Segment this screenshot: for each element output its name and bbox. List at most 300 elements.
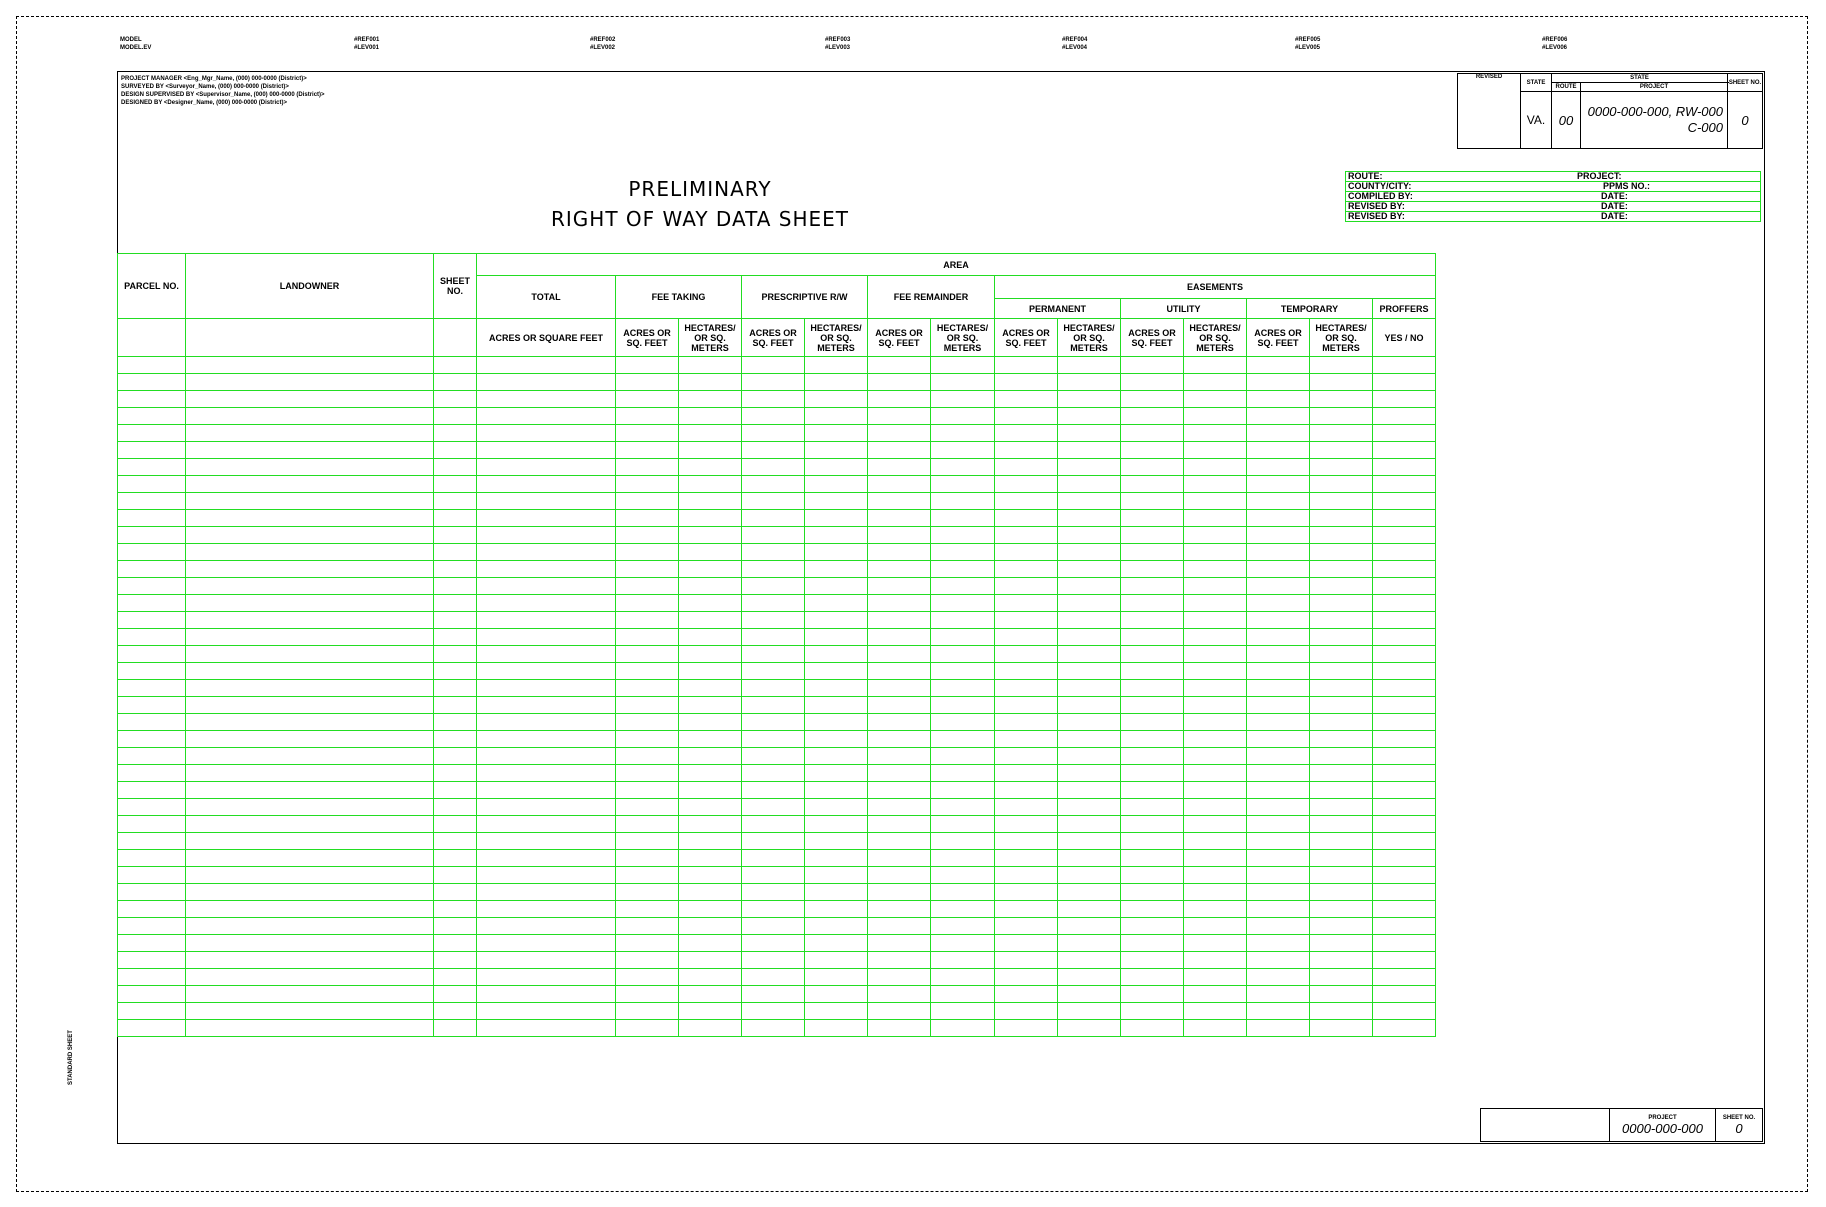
table-cell: [1247, 595, 1310, 612]
table-cell: [1310, 544, 1373, 561]
table-cell: [1058, 527, 1121, 544]
table-cell: [1184, 850, 1247, 867]
table-cell: [1121, 901, 1184, 918]
table-cell: [1121, 595, 1184, 612]
table-cell: [995, 357, 1058, 374]
table-cell: [118, 442, 186, 459]
table-cell: [1058, 595, 1121, 612]
table-cell: [1247, 476, 1310, 493]
table-cell: [868, 952, 931, 969]
table-cell: [434, 476, 477, 493]
table-cell: [868, 663, 931, 680]
table-cell: [477, 527, 616, 544]
table-cell: [742, 612, 805, 629]
table-cell: [742, 731, 805, 748]
table-cell: [868, 765, 931, 782]
table-cell: [1121, 731, 1184, 748]
table-cell: [1121, 459, 1184, 476]
table-cell: [1058, 884, 1121, 901]
table-cell: [931, 765, 995, 782]
table-cell: [1184, 782, 1247, 799]
table-cell: [995, 442, 1058, 459]
table-cell: [1121, 986, 1184, 1003]
table-cell: [1310, 357, 1373, 374]
table-cell: [805, 595, 868, 612]
table-cell: [477, 782, 616, 799]
unit-acres: ACRES OR SQ. FEET: [1121, 319, 1184, 357]
table-cell: [616, 697, 679, 714]
table-row: [118, 612, 1436, 629]
table-cell: [1121, 850, 1184, 867]
permanent-header: PERMANENT: [995, 299, 1121, 319]
table-cell: [477, 493, 616, 510]
table-cell: [679, 391, 742, 408]
table-cell: [1310, 969, 1373, 986]
table-cell: [477, 374, 616, 391]
table-cell: [1121, 799, 1184, 816]
table-cell: [1373, 867, 1436, 884]
table-cell: [1247, 748, 1310, 765]
table-cell: [434, 884, 477, 901]
table-cell: [1310, 952, 1373, 969]
table-cell: [1247, 561, 1310, 578]
table-cell: [434, 1003, 477, 1020]
table-cell: [1247, 833, 1310, 850]
table-cell: [186, 850, 434, 867]
table-cell: [118, 680, 186, 697]
table-cell: [118, 884, 186, 901]
table-cell: [1058, 969, 1121, 986]
unit-hectares: HECTARES/ OR SQ. METERS: [679, 319, 742, 357]
table-cell: [1121, 884, 1184, 901]
table-cell: [995, 884, 1058, 901]
table-cell: [1121, 867, 1184, 884]
table-cell: [616, 561, 679, 578]
table-cell: [1121, 748, 1184, 765]
table-row: [118, 578, 1436, 595]
table-cell: [1310, 731, 1373, 748]
table-cell: [931, 578, 995, 595]
table-cell: [995, 850, 1058, 867]
unit-acres: ACRES OR SQ. FEET: [1247, 319, 1310, 357]
table-cell: [868, 867, 931, 884]
table-cell: [434, 731, 477, 748]
table-cell: [1058, 357, 1121, 374]
table-cell: [868, 510, 931, 527]
table-cell: [805, 714, 868, 731]
table-cell: [679, 544, 742, 561]
table-cell: [616, 527, 679, 544]
table-row: [118, 391, 1436, 408]
table-cell: [742, 1020, 805, 1037]
table-cell: [742, 918, 805, 935]
table-cell: [742, 527, 805, 544]
table-cell: [1310, 612, 1373, 629]
table-cell: [118, 748, 186, 765]
table-cell: [995, 476, 1058, 493]
table-cell: [1184, 935, 1247, 952]
table-cell: [868, 374, 931, 391]
table-row: [118, 731, 1436, 748]
table-cell: [1310, 459, 1373, 476]
table-cell: [616, 510, 679, 527]
table-cell: [1373, 884, 1436, 901]
table-cell: [995, 391, 1058, 408]
table-cell: [477, 918, 616, 935]
county-field: COUNTY/CITY:: [1346, 182, 1576, 192]
table-cell: [118, 986, 186, 1003]
table-cell: [1058, 748, 1121, 765]
table-cell: [1247, 374, 1310, 391]
table-cell: [1058, 459, 1121, 476]
table-cell: [118, 782, 186, 799]
table-cell: [616, 782, 679, 799]
table-cell: [1310, 561, 1373, 578]
table-cell: [1373, 442, 1436, 459]
table-row: [118, 680, 1436, 697]
table-cell: [1373, 697, 1436, 714]
table-cell: [1121, 374, 1184, 391]
table-cell: [118, 595, 186, 612]
table-cell: [477, 510, 616, 527]
table-cell: [931, 799, 995, 816]
table-cell: [186, 986, 434, 1003]
table-cell: [1247, 850, 1310, 867]
table-cell: [616, 493, 679, 510]
table-cell: [477, 476, 616, 493]
table-row: [118, 595, 1436, 612]
table-cell: [931, 884, 995, 901]
title-line-1: PRELIMINARY: [628, 177, 772, 201]
table-cell: [1373, 1020, 1436, 1037]
table-cell: [805, 646, 868, 663]
area-header: AREA: [477, 254, 1436, 276]
table-cell: [118, 952, 186, 969]
table-cell: [931, 527, 995, 544]
table-cell: [679, 374, 742, 391]
table-cell: [477, 1020, 616, 1037]
table-cell: [186, 782, 434, 799]
table-cell: [868, 697, 931, 714]
table-row: [118, 442, 1436, 459]
table-cell: [434, 527, 477, 544]
table-cell: [1184, 459, 1247, 476]
table-cell: [477, 646, 616, 663]
table-cell: [1247, 799, 1310, 816]
prescriptive-header: PRESCRIPTIVE R/W: [742, 276, 868, 319]
table-cell: [477, 799, 616, 816]
table-cell: [931, 782, 995, 799]
table-cell: [805, 510, 868, 527]
table-cell: [742, 595, 805, 612]
table-cell: [434, 748, 477, 765]
table-cell: [616, 935, 679, 952]
table-cell: [679, 493, 742, 510]
table-cell: [742, 680, 805, 697]
table-cell: [477, 680, 616, 697]
bottom-project-cell: PROJECT 0000-000-000: [1610, 1109, 1716, 1142]
table-cell: [742, 1003, 805, 1020]
table-cell: [1373, 663, 1436, 680]
table-cell: [1373, 527, 1436, 544]
table-cell: [931, 918, 995, 935]
table-row: [118, 782, 1436, 799]
table-cell: [186, 935, 434, 952]
table-cell: [1247, 442, 1310, 459]
table-cell: [1184, 374, 1247, 391]
temporary-header: TEMPORARY: [1247, 299, 1373, 319]
table-cell: [1184, 714, 1247, 731]
table-cell: [434, 986, 477, 1003]
table-cell: [995, 612, 1058, 629]
table-cell: [118, 697, 186, 714]
table-cell: [1247, 1003, 1310, 1020]
table-cell: [679, 425, 742, 442]
table-cell: [805, 731, 868, 748]
table-cell: [1058, 629, 1121, 646]
table-cell: [477, 697, 616, 714]
table-cell: [805, 408, 868, 425]
table-cell: [1058, 510, 1121, 527]
table-cell: [1058, 612, 1121, 629]
table-cell: [477, 714, 616, 731]
table-cell: [805, 1020, 868, 1037]
table-cell: [1184, 680, 1247, 697]
table-cell: [868, 850, 931, 867]
table-cell: [1373, 986, 1436, 1003]
table-cell: [679, 969, 742, 986]
table-cell: [1058, 544, 1121, 561]
table-cell: [477, 459, 616, 476]
table-cell: [1184, 561, 1247, 578]
table-cell: [1184, 408, 1247, 425]
table-cell: [616, 374, 679, 391]
table-cell: [679, 935, 742, 952]
table-cell: [186, 595, 434, 612]
table-cell: [995, 952, 1058, 969]
table-cell: [186, 578, 434, 595]
table-cell: [1247, 731, 1310, 748]
table-cell: [1184, 1020, 1247, 1037]
table-cell: [616, 612, 679, 629]
table-cell: [118, 646, 186, 663]
table-cell: [186, 544, 434, 561]
right-of-way-table: [117, 253, 1436, 1037]
table-cell: [118, 544, 186, 561]
table-cell: [477, 833, 616, 850]
table-cell: [742, 476, 805, 493]
table-cell: [742, 765, 805, 782]
table-cell: [118, 612, 186, 629]
table-cell: [616, 850, 679, 867]
table-cell: [186, 493, 434, 510]
table-cell: [118, 493, 186, 510]
table-cell: [1121, 697, 1184, 714]
table-cell: [1058, 935, 1121, 952]
table-cell: [118, 357, 186, 374]
table-cell: [868, 595, 931, 612]
table-cell: [679, 459, 742, 476]
table-cell: [805, 918, 868, 935]
table-row: [118, 935, 1436, 952]
table-cell: [1373, 714, 1436, 731]
table-cell: [742, 663, 805, 680]
table-row: [118, 408, 1436, 425]
table-cell: [1058, 1003, 1121, 1020]
table-cell: [118, 918, 186, 935]
table-cell: [679, 748, 742, 765]
table-cell: [1373, 425, 1436, 442]
table-row: [118, 374, 1436, 391]
table-cell: [1373, 833, 1436, 850]
table-cell: [434, 629, 477, 646]
ref-label: MODEL MODEL.EV: [120, 37, 152, 51]
project-field: PROJECT:: [1575, 172, 1761, 182]
table-cell: [679, 850, 742, 867]
table-cell: [477, 935, 616, 952]
table-cell: [1247, 986, 1310, 1003]
bottom-sheet-cell: SHEET NO. 0: [1716, 1109, 1763, 1142]
table-cell: [1247, 510, 1310, 527]
fee-taking-header: FEE TAKING: [616, 276, 742, 319]
table-cell: [434, 952, 477, 969]
table-cell: [1247, 901, 1310, 918]
table-cell: [186, 391, 434, 408]
table-cell: [434, 799, 477, 816]
table-cell: [1373, 612, 1436, 629]
ref-label: #REF004 #LEV004: [1062, 37, 1088, 51]
table-cell: [995, 765, 1058, 782]
table-cell: [616, 544, 679, 561]
table-row: [118, 1003, 1436, 1020]
route-field: ROUTE:: [1346, 172, 1576, 182]
table-row: [118, 850, 1436, 867]
table-cell: [1184, 595, 1247, 612]
project-header-block: [1457, 73, 1763, 149]
table-cell: [434, 714, 477, 731]
table-cell: [1247, 697, 1310, 714]
table-cell: [434, 867, 477, 884]
table-cell: [1310, 629, 1373, 646]
table-cell: [1373, 578, 1436, 595]
table-cell: [995, 901, 1058, 918]
table-cell: [1373, 969, 1436, 986]
table-cell: [1247, 612, 1310, 629]
table-cell: [1058, 799, 1121, 816]
table-cell: [868, 714, 931, 731]
table-cell: [616, 1020, 679, 1037]
table-cell: [805, 799, 868, 816]
table-cell: [679, 765, 742, 782]
table-cell: [679, 731, 742, 748]
table-cell: [1121, 527, 1184, 544]
table-cell: [1121, 952, 1184, 969]
table-cell: [931, 714, 995, 731]
table-cell: [868, 782, 931, 799]
table-cell: [742, 935, 805, 952]
table-row: [118, 765, 1436, 782]
table-cell: [616, 680, 679, 697]
table-cell: [679, 595, 742, 612]
table-cell: [118, 527, 186, 544]
table-cell: [434, 425, 477, 442]
table-cell: [186, 442, 434, 459]
table-cell: [805, 442, 868, 459]
table-cell: [1310, 1020, 1373, 1037]
table-cell: [995, 459, 1058, 476]
table-cell: [1121, 493, 1184, 510]
table-row: [118, 646, 1436, 663]
table-cell: [1121, 391, 1184, 408]
table-cell: [1184, 816, 1247, 833]
table-cell: [616, 663, 679, 680]
table-cell: [1310, 527, 1373, 544]
table-cell: [1058, 782, 1121, 799]
total-unit: ACRES OR SQUARE FEET: [477, 319, 616, 357]
table-row: [118, 918, 1436, 935]
table-cell: [995, 578, 1058, 595]
unit-hectares: HECTARES/ OR SQ. METERS: [1058, 319, 1121, 357]
table-cell: [434, 374, 477, 391]
table-cell: [1058, 646, 1121, 663]
table-cell: [1310, 986, 1373, 1003]
table-cell: [931, 850, 995, 867]
table-cell: [477, 850, 616, 867]
table-cell: [1121, 680, 1184, 697]
table-cell: [805, 680, 868, 697]
table-cell: [679, 1003, 742, 1020]
table-cell: [805, 527, 868, 544]
table-cell: [118, 731, 186, 748]
table-cell: [995, 527, 1058, 544]
table-cell: [477, 765, 616, 782]
table-cell: [1310, 442, 1373, 459]
table-cell: [1121, 969, 1184, 986]
table-cell: [1121, 782, 1184, 799]
table-cell: [931, 408, 995, 425]
table-cell: [1373, 646, 1436, 663]
table-cell: [1184, 357, 1247, 374]
date-field: DATE:: [1575, 212, 1761, 222]
table-cell: [995, 799, 1058, 816]
table-cell: [477, 425, 616, 442]
table-cell: [186, 408, 434, 425]
table-cell: [1058, 816, 1121, 833]
table-cell: [679, 408, 742, 425]
table-cell: [1310, 935, 1373, 952]
table-cell: [868, 986, 931, 1003]
table-cell: [679, 1020, 742, 1037]
table-cell: [616, 986, 679, 1003]
table-cell: [186, 357, 434, 374]
table-cell: [118, 1020, 186, 1037]
table-cell: [868, 680, 931, 697]
table-cell: [186, 527, 434, 544]
table-cell: [477, 391, 616, 408]
ref-label: #REF001 #LEV001: [354, 37, 380, 51]
table-cell: [1184, 986, 1247, 1003]
table-cell: [1121, 1020, 1184, 1037]
title-line-2: RIGHT OF WAY DATA SHEET: [551, 207, 849, 231]
table-cell: [931, 493, 995, 510]
table-cell: [805, 833, 868, 850]
table-cell: [1247, 663, 1310, 680]
table-cell: [1058, 561, 1121, 578]
table-cell: [931, 748, 995, 765]
table-cell: [868, 425, 931, 442]
table-cell: [1373, 952, 1436, 969]
table-cell: [1310, 697, 1373, 714]
